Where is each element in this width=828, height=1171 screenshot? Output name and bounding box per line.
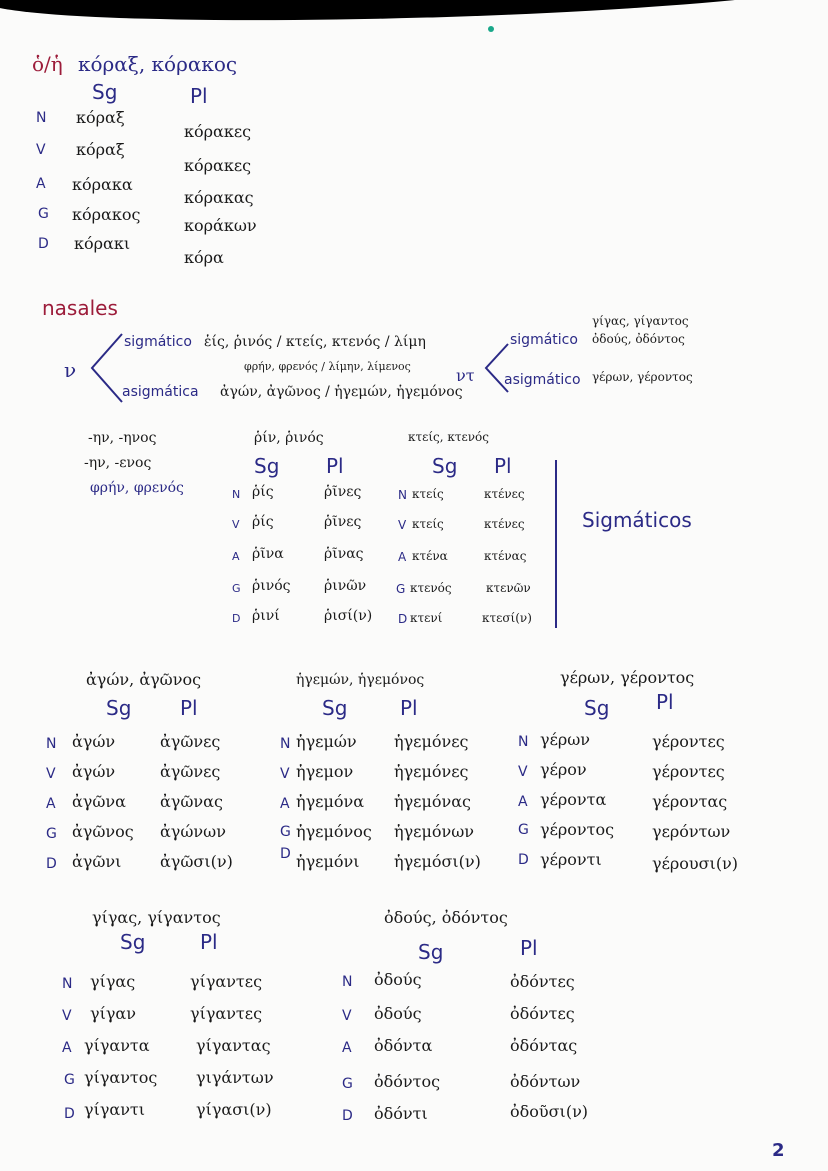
pl-label: Pl [520,936,538,960]
sigmatic-examples: ἑίς, ῥινός / κτείς, κτενός / λίμη [204,334,426,350]
paradigm-title: γίγας, γίγαντος [92,908,221,927]
pl-form: ἀγώνων [160,822,226,841]
sg-form: ἡγεμόνι [296,852,360,871]
ending-example: φρήν, φρενός [90,480,184,496]
case-label: N [280,736,291,752]
case-label: G [64,1072,75,1088]
paradigm-title: ῥίν, ῥινός [254,430,324,446]
case-label: A [398,550,407,564]
sg-form: ὀδόντα [374,1036,433,1055]
case-label: N [36,110,47,126]
pl-form: ῥῖνας [324,546,364,562]
pl-label: Pl [190,84,208,108]
case-label: D [38,236,49,252]
case-label: D [518,852,529,868]
sg-form: κόρακα [72,175,133,194]
photo-dark-edge [0,0,828,30]
sg-form: γέροντι [540,850,602,869]
pl-form: γέρουσι(ν) [652,854,739,873]
sg-form: κόραξ [76,108,125,127]
case-label: G [232,582,241,595]
case-label: D [398,612,408,626]
ink-dot [488,26,494,32]
pl-form: ὀδόντων [510,1072,581,1091]
sg-form: ἀγών [72,762,116,781]
divider-line [555,460,557,628]
paradigm-title: γέρων, γέροντος [560,668,695,687]
case-label: D [342,1108,353,1124]
case-label: A [518,794,528,810]
pl-form: κτένας [484,549,527,563]
case-label: A [280,796,290,812]
sg-label: Sg [584,696,610,720]
pl-form: ῥῖνες [324,514,362,530]
case-label: G [342,1076,353,1092]
case-label: G [38,206,49,222]
pl-form: ῥισί(ν) [324,608,373,624]
case-label: G [518,822,529,838]
pl-form: γιγάντων [196,1068,274,1087]
case-label: N [342,974,353,990]
sg-form: ἡγεμών [296,732,357,751]
pl-form: κόρα [184,248,224,267]
sg-form: ῥίς [252,484,274,500]
sg-form: γέρων [540,730,591,749]
pl-form: κοράκων [184,216,257,235]
sg-form: γίγαντι [84,1100,146,1119]
ending-line-1: -ην, -ηνος [88,430,157,446]
sg-form: γέροντα [540,790,607,809]
sg-form: γίγαντα [84,1036,150,1055]
case-label: D [280,846,291,862]
sg-label: Sg [106,696,132,720]
pl-form: γερόντων [652,822,731,841]
case-label: A [232,550,240,563]
pl-form: γέροντας [652,792,728,811]
pl-form: γίγασι(ν) [196,1100,272,1119]
pl-form: ἡγεμόσι(ν) [394,852,481,871]
page-number: 2 [772,1140,785,1161]
sg-form: κτένα [412,549,448,563]
sg-form: ἡγεμόνος [296,822,372,841]
sg-form: ἡγεμον [296,762,354,781]
sg-label: Sg [254,454,280,478]
sg-form: ῥίς [252,514,274,530]
nt-asigmatic-label: asigmático [504,372,581,388]
sg-label: Sg [418,940,444,964]
sg-label: Sg [432,454,458,478]
sg-form: ῥινί [252,608,280,624]
pl-form: κόρακες [184,156,252,175]
case-label: A [46,796,56,812]
case-label: V [232,518,240,531]
pl-form: ἀγῶσι(ν) [160,852,233,871]
case-label: V [342,1008,352,1024]
pl-form: κτενῶν [486,581,531,595]
v-label: ν [64,358,77,382]
pl-form: ἀγῶνες [160,732,221,751]
sg-form: ἀγῶνι [72,852,122,871]
case-label: G [280,824,291,840]
sg-label: Sg [120,930,146,954]
sg-form: κτενός [410,581,452,595]
pl-form: ῥινῶν [324,578,367,594]
sg-form: ἀγών [72,732,116,751]
pl-form: κτένες [484,517,525,531]
pl-form: ἡγεμόνων [394,822,474,841]
pl-form: ἡγεμόνας [394,792,471,811]
sg-form: ἀγῶνα [72,792,126,811]
sg-form: γίγαντος [84,1068,158,1087]
pl-form: ὀδοῦσι(ν) [510,1102,589,1121]
pl-label: Pl [494,454,512,478]
mid-examples: φρήν, φρενός / λίμην, λίμενος [244,360,411,373]
sg-form: ὀδούς [374,1004,422,1023]
case-label: G [46,826,57,842]
sg-form: ὀδόντος [374,1072,441,1091]
case-label: D [46,856,57,872]
pl-label: Pl [180,696,198,720]
case-label: V [46,766,56,782]
case-label: N [398,488,407,502]
pl-form: ῥῖνες [324,484,362,500]
case-label: D [64,1106,75,1122]
case-label: G [396,582,406,596]
pl-form: ὀδόντας [510,1036,578,1055]
paradigm-title: ὀδούς, ὀδόντος [384,908,508,927]
pl-form: κόρακες [184,122,252,141]
ending-line-2: -ην, -ενος [84,455,152,471]
sg-label: Sg [322,696,348,720]
sg-form: ὀδούς [374,970,422,989]
case-label: V [280,766,290,782]
asigmatic-label: asigmática [122,384,199,400]
pl-form: κόρακας [184,188,254,207]
pl-form: ἡγεμόνες [394,732,469,751]
sg-label: Sg [92,80,118,104]
pl-label: Pl [326,454,344,478]
nt-sigmatic-examples-1: γίγας, γίγαντος [592,314,689,328]
case-label: A [36,176,46,192]
sg-form: ὀδόντι [374,1104,428,1123]
case-label: N [46,736,57,752]
case-label: V [518,764,528,780]
case-label: D [232,612,241,625]
sg-form: κόρακος [72,205,141,224]
nt-sigmatic-label: sigmático [510,332,578,348]
sigmatic-label: sigmático [124,334,192,350]
korax-title: κόραξ, κόρακος [78,52,238,76]
sg-form: γίγαν [90,1004,136,1023]
case-label: N [62,976,73,992]
sg-form: κτείς [412,487,444,501]
paradigm-title: ἡγεμών, ἡγεμόνος [296,672,425,688]
case-label: A [62,1040,72,1056]
pl-label: Pl [400,696,418,720]
sg-form: κτενί [410,611,443,625]
pl-form: γίγαντας [196,1036,271,1055]
sigmaticos-label: Sigmáticos [582,508,692,532]
case-label: N [518,734,529,750]
sg-form: γέροντος [540,820,615,839]
pl-label: Pl [200,930,218,954]
pl-form: γίγαντες [190,972,263,991]
sg-form: ῥινός [252,578,291,594]
case-label: A [342,1040,352,1056]
sg-form: γέρον [540,760,587,779]
sg-form: ἀγῶνος [72,822,134,841]
pl-form: ἀγῶνες [160,762,221,781]
case-label: V [36,142,46,158]
nt-label: ντ [456,366,475,385]
article: ὁ/ἡ [32,52,63,76]
sg-form: ῥῖνα [252,546,284,562]
nt-asigmatic-examples: γέρων, γέροντος [592,370,693,384]
asigmatic-examples: ἀγών, ἀγῶνος / ἡγεμών, ἡγεμόνος [220,384,463,400]
pl-form: γίγαντες [190,1004,263,1023]
pl-form: ὀδόντες [510,972,575,991]
sg-form: γίγας [90,972,136,991]
paradigm-title: ἀγών, ἀγῶνος [86,670,202,689]
branch-brace [88,330,124,406]
pl-form: ἡγεμόνες [394,762,469,781]
case-label: N [232,488,241,501]
paradigm-title: κτείς, κτενός [408,430,490,444]
sg-form: ἡγεμόνα [296,792,364,811]
sg-form: κτείς [412,517,444,531]
sg-form: κόραξ [76,140,125,159]
pl-form: γέροντες [652,732,725,751]
pl-label: Pl [656,690,674,714]
nt-sigmatic-examples-2: ὀδούς, ὀδόντος [592,332,685,346]
pl-form: γέροντες [652,762,725,781]
sg-form: κόρακι [74,234,131,253]
case-label: V [398,518,407,532]
pl-form: ἀγῶνας [160,792,223,811]
case-label: V [62,1008,72,1024]
nasales-heading: nasales [42,296,118,320]
pl-form: ὀδόντες [510,1004,575,1023]
pl-form: κτένες [484,487,525,501]
pl-form: κτεσί(ν) [482,611,532,625]
